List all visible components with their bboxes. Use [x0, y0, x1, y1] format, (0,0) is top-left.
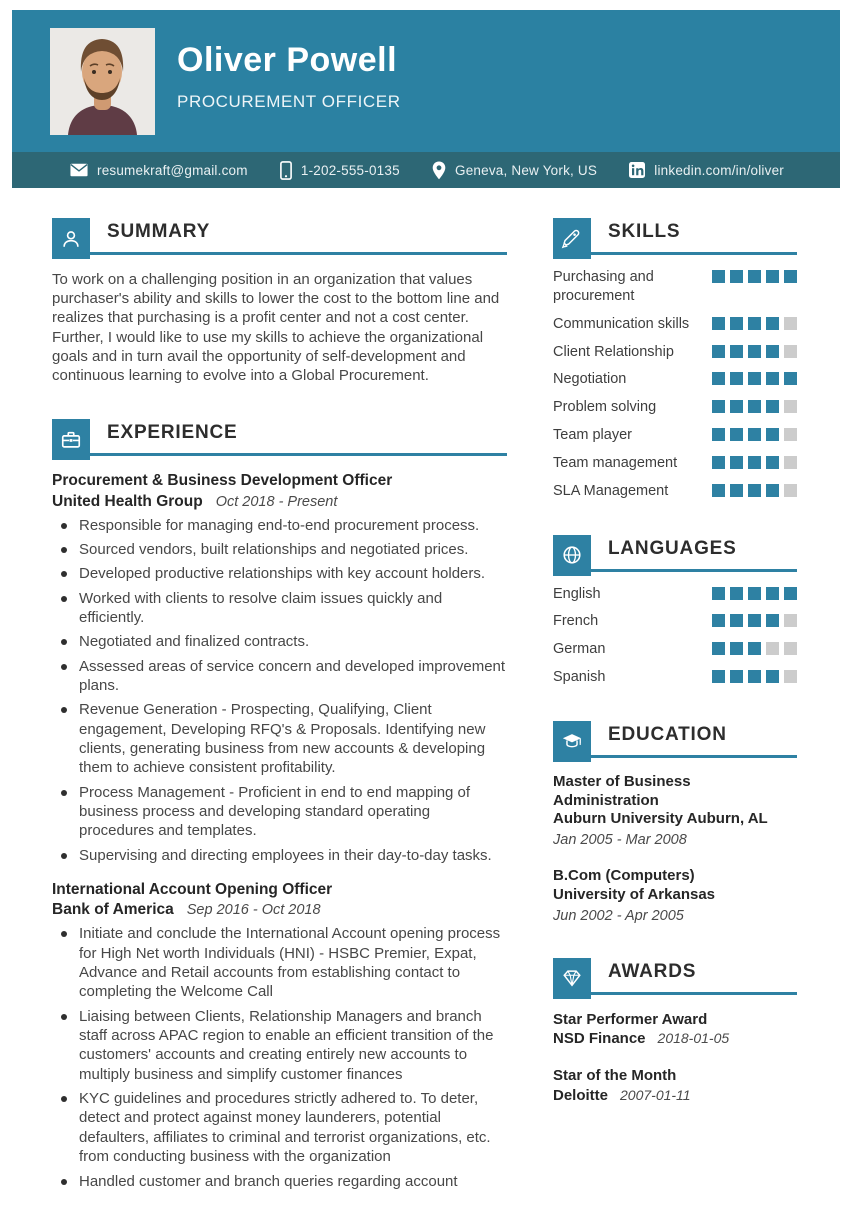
job-company: Bank of America — [52, 901, 174, 919]
rating-square-empty — [784, 400, 797, 413]
language-row — [553, 640, 797, 659]
experience-section — [52, 419, 507, 1191]
job-dates: Oct 2018 - Present — [215, 493, 338, 510]
language-row — [553, 668, 797, 687]
rating-square-empty — [784, 614, 797, 627]
rating-square-filled — [748, 456, 761, 469]
award-date: 2007-01-11 — [620, 1086, 691, 1103]
skill-rating — [707, 482, 797, 497]
languages-heading: LANGUAGES — [608, 537, 737, 559]
skill-row — [553, 315, 797, 334]
user-icon — [52, 218, 90, 259]
rating-square-filled — [712, 317, 725, 330]
rating-square-filled — [766, 484, 779, 497]
candidate-name: Oliver Powell — [177, 41, 398, 79]
language-label: English — [553, 585, 601, 602]
location-icon — [432, 161, 446, 180]
skill-row — [553, 426, 797, 445]
right-column — [553, 218, 797, 1205]
rating-square-filled — [730, 456, 743, 469]
languages-section — [553, 535, 797, 687]
skill-row — [553, 343, 797, 362]
linkedin-icon — [629, 162, 645, 178]
rating-square-filled — [748, 484, 761, 497]
skills-heading: SKILLS — [608, 221, 681, 242]
rating-square-filled — [712, 372, 725, 385]
rating-square-filled — [766, 400, 779, 413]
rating-square-filled — [730, 428, 743, 441]
contact-phone-text: 1-202-555-0135 — [300, 162, 400, 178]
job-title: Procurement & Business Development Officer — [52, 472, 393, 490]
award-item — [553, 1066, 797, 1104]
job-bullet: KYC guidelines and procedures strictly adhered to. To deter, detect and protect against money launderers, potential defaulters, affiliates to criminal and terrorist organizations, etc. from conducting business with the organization — [52, 1089, 507, 1166]
rating-square-filled — [712, 484, 725, 497]
award-subline — [553, 1087, 797, 1104]
skill-label: SLA Management — [553, 482, 669, 499]
profile-photo — [50, 28, 155, 135]
contact-email — [70, 163, 248, 178]
rating-square-filled — [748, 670, 761, 683]
rating-square-empty — [784, 345, 797, 358]
skill-label: Team player — [553, 427, 632, 444]
profile-photo-illustration — [50, 28, 155, 135]
education-item — [553, 867, 797, 924]
job-bullet: Revenue Generation - Prospecting, Qualifying, Client engagement, Developing RFQ's & Proposals. Identifying new clients, generating business from new accounts & developing them to achieve consistent profitability. — [52, 700, 507, 777]
education-degree: B.Com (Computers) — [553, 867, 695, 885]
rating-square-filled — [766, 345, 779, 358]
rating-square-filled — [748, 642, 761, 655]
rating-square-empty — [784, 484, 797, 497]
award-date: 2018-01-05 — [657, 1030, 730, 1047]
job-dates: Sep 2016 - Oct 2018 — [186, 902, 321, 919]
skill-rating — [707, 454, 797, 469]
languages-section-header — [553, 535, 797, 572]
skill-row — [553, 398, 797, 417]
rocket-icon — [553, 218, 591, 259]
rating-square-filled — [712, 456, 725, 469]
job-bullet: Sourced vendors, built relationships and negotiated prices. — [52, 540, 507, 559]
rating-square-filled — [730, 642, 743, 655]
rating-square-filled — [730, 614, 743, 627]
globe-icon — [553, 535, 591, 576]
award-org: Deloitte — [553, 1086, 609, 1104]
skill-rating — [707, 343, 797, 358]
main-content — [0, 218, 852, 1205]
award-subline — [553, 1030, 797, 1047]
job-subline — [52, 493, 507, 511]
education-section-header — [553, 721, 797, 758]
job-bullet: Assessed areas of service concern and developed improvement plans. — [52, 657, 507, 696]
contact-linkedin — [629, 162, 784, 178]
language-rating — [707, 585, 797, 600]
languages-list — [553, 585, 797, 687]
rating-square-filled — [748, 614, 761, 627]
rating-square-filled — [784, 587, 797, 600]
contact-phone — [280, 161, 400, 180]
diamond-icon — [553, 958, 591, 999]
skill-row — [553, 482, 797, 501]
contact-linkedin-text: linkedin.com/in/oliver — [654, 162, 784, 178]
language-row — [553, 585, 797, 604]
rating-square-filled — [730, 670, 743, 683]
summary-heading: SUMMARY — [107, 221, 211, 242]
rating-square-filled — [730, 587, 743, 600]
skill-row — [553, 454, 797, 473]
candidate-job-title: PROCUREMENT OFFICER — [177, 92, 401, 112]
awards-heading: AWARDS — [608, 960, 697, 982]
language-rating — [707, 612, 797, 627]
rating-square-filled — [730, 270, 743, 283]
experience-job — [52, 471, 507, 865]
email-icon — [70, 163, 88, 177]
header-text-block — [177, 10, 401, 112]
header-banner — [12, 10, 840, 152]
rating-square-filled — [712, 587, 725, 600]
award-item — [553, 1010, 797, 1048]
experience-section-header — [52, 419, 507, 456]
education-degree: Master of Business Administration — [553, 772, 691, 809]
rating-square-filled — [712, 270, 725, 283]
skills-list — [553, 268, 797, 501]
rating-square-filled — [730, 484, 743, 497]
job-bullet: Handled customer and branch queries regarding account — [52, 1172, 507, 1191]
left-column — [52, 218, 507, 1205]
rating-square-filled — [748, 270, 761, 283]
skill-label: Problem solving — [553, 399, 657, 416]
briefcase-icon — [52, 419, 90, 460]
job-bullet: Initiate and conclude the International Account opening process for High Net worth Individuals (HNI) - HSBC Premier, Expat, Advance and Retail accounts from establishing contact to completing the Welcome Call — [52, 924, 507, 1001]
rating-square-filled — [766, 270, 779, 283]
award-org: NSD Finance — [553, 1030, 646, 1048]
education-item — [553, 773, 797, 848]
experience-heading: EXPERIENCE — [107, 422, 238, 444]
rating-square-filled — [748, 428, 761, 441]
job-bullet: Liaising between Clients, Relationship Managers and branch staff across APAC region to enable an efficient transition of the customers' accounts and creating entirely new accounts to multiply business and simplify customer finances — [52, 1007, 507, 1084]
rating-square-filled — [766, 372, 779, 385]
skills-section-header — [553, 218, 797, 255]
skill-rating — [707, 426, 797, 441]
job-bullet-list — [52, 924, 507, 1190]
awards-section — [553, 958, 797, 1104]
education-dates: Jan 2005 - Mar 2008 — [553, 832, 687, 849]
rating-square-filled — [712, 400, 725, 413]
rating-square-filled — [766, 670, 779, 683]
language-label: French — [553, 613, 599, 630]
rating-square-filled — [730, 372, 743, 385]
education-school: University of Arkansas — [553, 885, 716, 903]
skill-label: Purchasing and procurement — [553, 269, 654, 304]
rating-square-filled — [712, 670, 725, 683]
job-subline — [52, 901, 507, 919]
skill-label: Communication skills — [553, 315, 690, 332]
rating-square-filled — [730, 345, 743, 358]
rating-square-filled — [748, 372, 761, 385]
summary-text: To work on a challenging position in an organization that values purchaser's ability and skills to lower the cost to the bottom line and realizes that purchasing is a profit center and not a cost center. Further, I would like to use my skills to achieve the organizational goals and in turn avail the opportunity of self-development and continuous learning to evolve into a Global Procurement. — [52, 271, 500, 384]
contact-location — [432, 161, 597, 180]
skill-rating — [707, 315, 797, 330]
skill-rating — [707, 268, 797, 283]
education-heading: EDUCATION — [608, 723, 727, 745]
rating-square-filled — [712, 642, 725, 655]
rating-square-empty — [784, 428, 797, 441]
rating-square-filled — [766, 456, 779, 469]
education-section — [553, 721, 797, 924]
job-bullet: Process Management - Proficient in end to end mapping of business process and developing standard operating procedures and templates. — [52, 783, 507, 841]
rating-square-empty — [784, 642, 797, 655]
experience-job — [52, 880, 507, 1191]
rating-square-filled — [766, 587, 779, 600]
rating-square-filled — [748, 400, 761, 413]
rating-square-filled — [730, 400, 743, 413]
summary-section-header — [52, 218, 507, 255]
skill-rating — [707, 398, 797, 413]
job-title: International Account Opening Officer — [52, 881, 333, 898]
contact-bar — [12, 152, 840, 188]
rating-square-empty — [784, 670, 797, 683]
language-label: Spanish — [553, 669, 606, 686]
rating-square-empty — [766, 642, 779, 655]
rating-square-filled — [748, 317, 761, 330]
rating-square-filled — [712, 428, 725, 441]
education-dates: Jun 2002 - Apr 2005 — [553, 907, 684, 924]
skill-row — [553, 268, 797, 306]
award-title: Star Performer Award — [553, 1010, 708, 1028]
skills-section — [553, 218, 797, 501]
language-row — [553, 612, 797, 631]
rating-square-filled — [748, 345, 761, 358]
education-school: Auburn University Auburn, AL — [553, 810, 768, 828]
job-bullet: Developed productive relationships with key account holders. — [52, 564, 507, 583]
rating-square-filled — [748, 587, 761, 600]
rating-square-filled — [766, 428, 779, 441]
skill-rating — [707, 370, 797, 385]
rating-square-empty — [784, 317, 797, 330]
skill-label: Negotiation — [553, 371, 627, 388]
rating-square-filled — [766, 614, 779, 627]
skill-label: Client Relationship — [553, 343, 674, 360]
contact-location-text: Geneva, New York, US — [455, 162, 598, 178]
job-bullet: Worked with clients to resolve claim issues quickly and efficiently. — [52, 589, 507, 628]
rating-square-empty — [784, 456, 797, 469]
language-label: German — [553, 641, 606, 658]
award-title: Star of the Month — [553, 1067, 677, 1085]
job-bullet: Supervising and directing employees in their day-to-day tasks. — [52, 846, 507, 865]
graduation-cap-icon — [553, 721, 591, 762]
job-bullet-list — [52, 516, 507, 866]
skill-label: Team management — [553, 454, 678, 471]
job-company: United Health Group — [52, 492, 203, 510]
awards-section-header — [553, 958, 797, 995]
rating-square-filled — [730, 317, 743, 330]
language-rating — [707, 668, 797, 683]
rating-square-filled — [766, 317, 779, 330]
rating-square-filled — [712, 614, 725, 627]
job-bullet: Negotiated and finalized contracts. — [52, 632, 507, 651]
job-bullet: Responsible for managing end-to-end procurement process. — [52, 516, 507, 535]
contact-email-text: resumekraft@gmail.com — [97, 162, 248, 178]
rating-square-filled — [712, 345, 725, 358]
language-rating — [707, 640, 797, 655]
rating-square-filled — [784, 270, 797, 283]
skill-row — [553, 370, 797, 389]
phone-icon — [280, 161, 292, 180]
rating-square-filled — [784, 372, 797, 385]
summary-section — [52, 218, 507, 385]
